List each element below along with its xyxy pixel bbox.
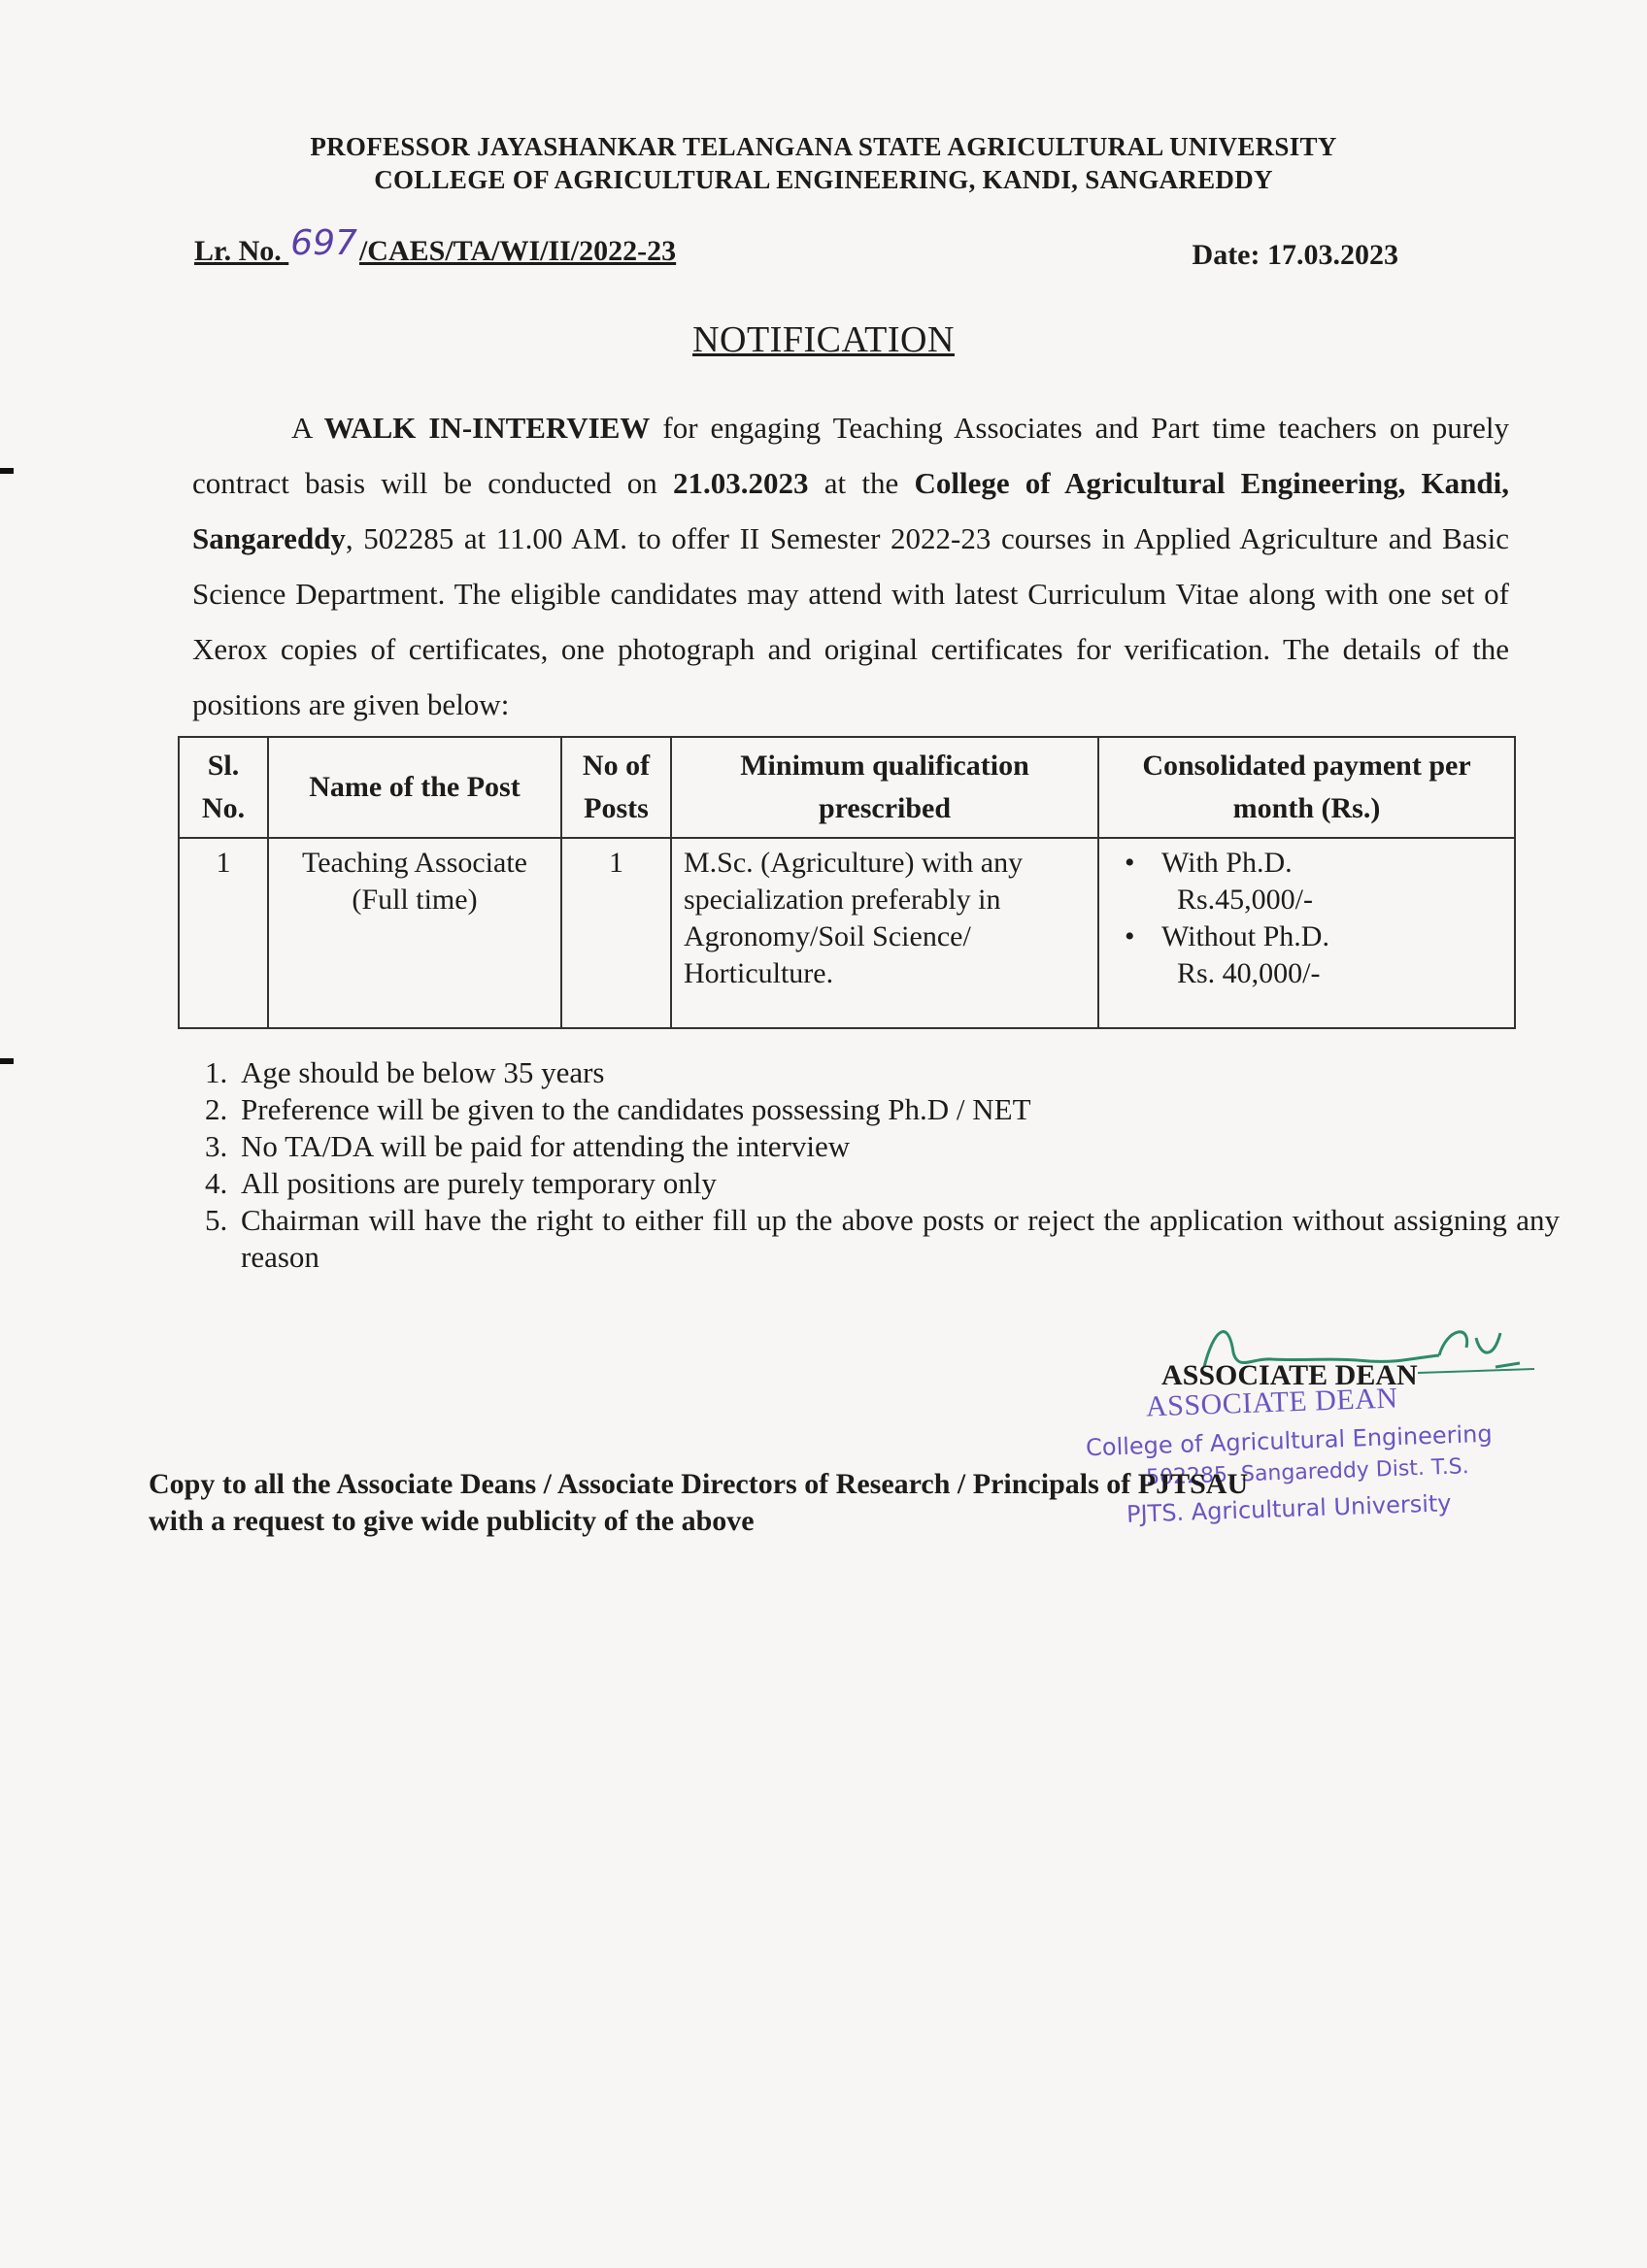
handwritten-letter-number: 697	[290, 223, 357, 263]
copy-to-note: Copy to all the Associate Deans / Associate Directors of Research / Principals of PJTSAU with a request to give wide publicity of the above	[149, 1468, 1249, 1537]
letter-number: Lr. No. 697/CAES/TA/WI/II/2022-23	[194, 223, 677, 267]
table-row	[179, 838, 1515, 1028]
stamp-college: College of Agricultural Engineering	[1085, 1419, 1494, 1462]
header-qualification: Minimum qualification prescribed	[671, 737, 1098, 838]
notification-body: A WALK IN-INTERVIEW for engaging Teaching Associates and Part time teachers on purely contract basis will be conducted on 21.03.2023 at the College of Agricultural Engineering, Kandi, Sangareddy, 502285 at 11.00 AM. to offer II Semester 2022-23 courses in Applied Agriculture and Basic Science Department. The eligible candidates may attend with latest Curriculum Vitae along with one set of Xerox copies of certificates, one photograph and original certificates for verification. The details of the positions are given below:	[192, 411, 1510, 721]
list-item: 4. All positions are purely temporary only	[235, 1165, 1560, 1202]
payment-with-phd: • With Ph.D. Rs.45,000/-	[1146, 845, 1502, 918]
stamp-address: 502285, Sangareddy Dist. T.S.	[1145, 1454, 1470, 1490]
stamp-title: ASSOCIATE DEAN	[1145, 1382, 1398, 1423]
cell-payment	[1098, 838, 1515, 1028]
university-name: PROFESSOR JAYASHANKAR TELANGANA STATE AGRICULTURAL UNIVERSITY	[310, 132, 1337, 161]
cell-post-name: Teaching Associate (Full time)	[268, 838, 561, 1028]
header-payment: Consolidated payment per month (Rs.)	[1098, 737, 1515, 838]
punch-mark-decoration	[0, 468, 14, 474]
table-header-row	[179, 737, 1515, 838]
conditions-list	[183, 1054, 1560, 1276]
payment-list	[1111, 845, 1502, 992]
list-item: 1. Age should be below 35 years	[235, 1054, 1560, 1091]
list-item: 3. No TA/DA will be paid for attending the interview	[235, 1128, 1560, 1165]
college-name: COLLEGE OF AGRICULTURAL ENGINEERING, KANDI, SANGAREDDY	[374, 165, 1273, 194]
list-item: 5. Chairman will have the right to either fill up the above posts or reject the application without assigning any reason	[235, 1202, 1560, 1276]
notification-date: Date: 17.03.2023	[1192, 239, 1398, 271]
cell-sl-no: 1	[179, 838, 268, 1028]
list-item: 2. Preference will be given to the candidates possessing Ph.D / NET	[235, 1091, 1560, 1128]
page-title: NOTIFICATION	[692, 319, 955, 360]
signatory-title: ASSOCIATE DEAN	[1161, 1359, 1418, 1391]
positions-table	[178, 736, 1516, 1029]
header-no-of-posts: No of Posts	[561, 737, 671, 838]
header-post-name: Name of the Post	[268, 737, 561, 838]
cell-qualification: M.Sc. (Agriculture) with any specialization preferably in Agronomy/Soil Science/ Horticulture.	[671, 838, 1098, 1028]
punch-mark-decoration	[0, 1058, 14, 1064]
cell-no-of-posts: 1	[561, 838, 671, 1028]
header-sl-no: Sl. No.	[179, 737, 268, 838]
stamp-university: PJTS. Agricultural University	[1126, 1489, 1452, 1528]
payment-without-phd: • Without Ph.D. Rs. 40,000/-	[1146, 918, 1502, 992]
